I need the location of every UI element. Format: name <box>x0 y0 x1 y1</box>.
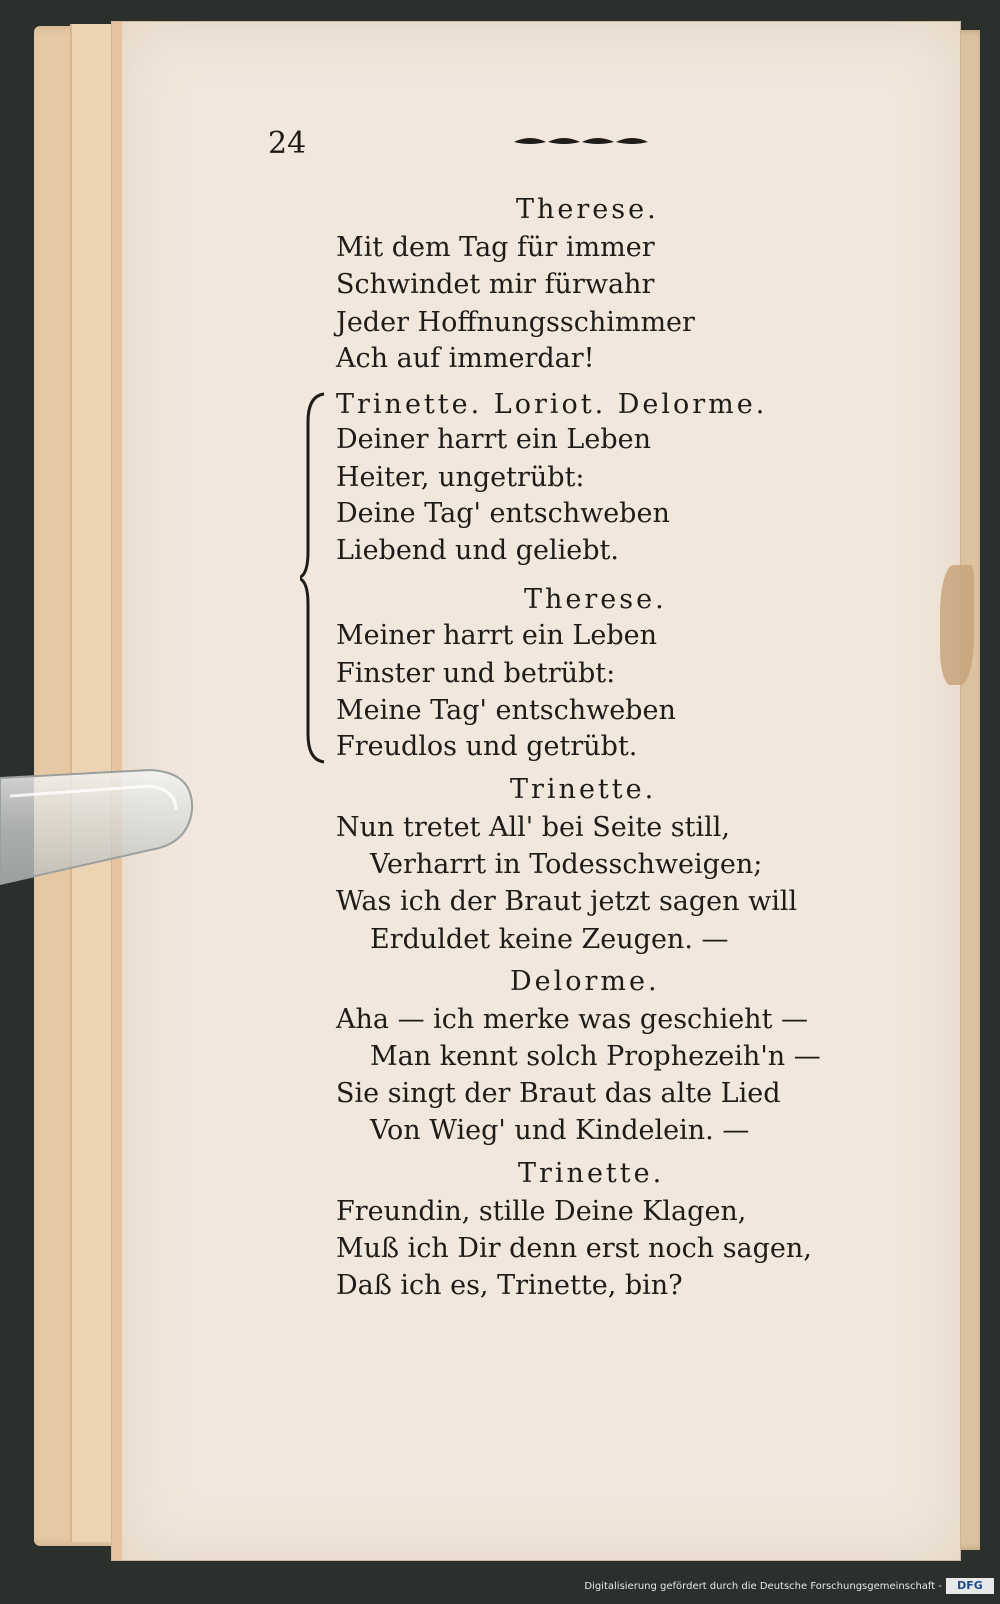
speaker-heading: Delorme. <box>510 966 660 997</box>
verse-line: Daß ich es, Trinette, bin? <box>336 1270 683 1301</box>
verse-line: Freundin, stille Deine Klagen, <box>336 1196 747 1227</box>
verse-line: Meine Tag' entschweben <box>336 695 676 726</box>
verse-line: Was ich der Braut jetzt sagen will <box>336 886 798 917</box>
speaker-heading: Therese. <box>516 194 659 225</box>
verse-line: Aha — ich merke was geschieht — <box>336 1004 808 1035</box>
speaker-heading: Therese. <box>524 584 667 615</box>
curly-brace <box>300 392 330 764</box>
verse-line: Schwindet mir fürwahr <box>336 269 655 300</box>
verse-line: Ach auf immerdar! <box>336 343 595 374</box>
verse-line: Erduldet keine Zeugen. — <box>370 924 729 955</box>
verse-line: Muß ich Dir denn erst noch sagen, <box>336 1233 812 1264</box>
verse-line: Freudlos und getrübt. <box>336 731 638 762</box>
speaker-heading: Trinette. Loriot. Delorme. <box>336 389 768 420</box>
verse-line: Deine Tag' entschweben <box>336 498 670 529</box>
verse-line: Deiner harrt ein Leben <box>336 424 651 455</box>
speaker-heading: Trinette. <box>510 774 657 805</box>
verse-line: Sie singt der Braut das alte Lied <box>336 1078 781 1109</box>
verse-line: Verharrt in Todesschweigen; <box>370 849 763 880</box>
verse-line: Meiner harrt ein Leben <box>336 620 657 651</box>
verse-line: Heiter, ungetrübt: <box>336 462 585 493</box>
page-number: 24 <box>268 126 307 161</box>
verse-line: Man kennt solch Prophezeih'n — <box>370 1041 821 1072</box>
dfg-logo: DFG <box>946 1578 994 1594</box>
verse-line: Jeder Hoffnungsschimmer <box>336 307 695 338</box>
verse-line: Von Wieg' und Kindelein. — <box>370 1115 750 1146</box>
digitization-credit: Digitalisierung gefördert durch die Deutsche Forschungsgemeinschaft - <box>584 1581 942 1592</box>
verse-line: Finster und betrübt: <box>336 658 616 689</box>
verse-line: Nun tretet All' bei Seite still, <box>336 812 730 843</box>
speaker-heading: Trinette. <box>518 1158 665 1189</box>
verse-line: Liebend und geliebt. <box>336 535 619 566</box>
plastic-page-clip <box>0 766 196 886</box>
verse-line: Mit dem Tag für immer <box>336 232 655 263</box>
